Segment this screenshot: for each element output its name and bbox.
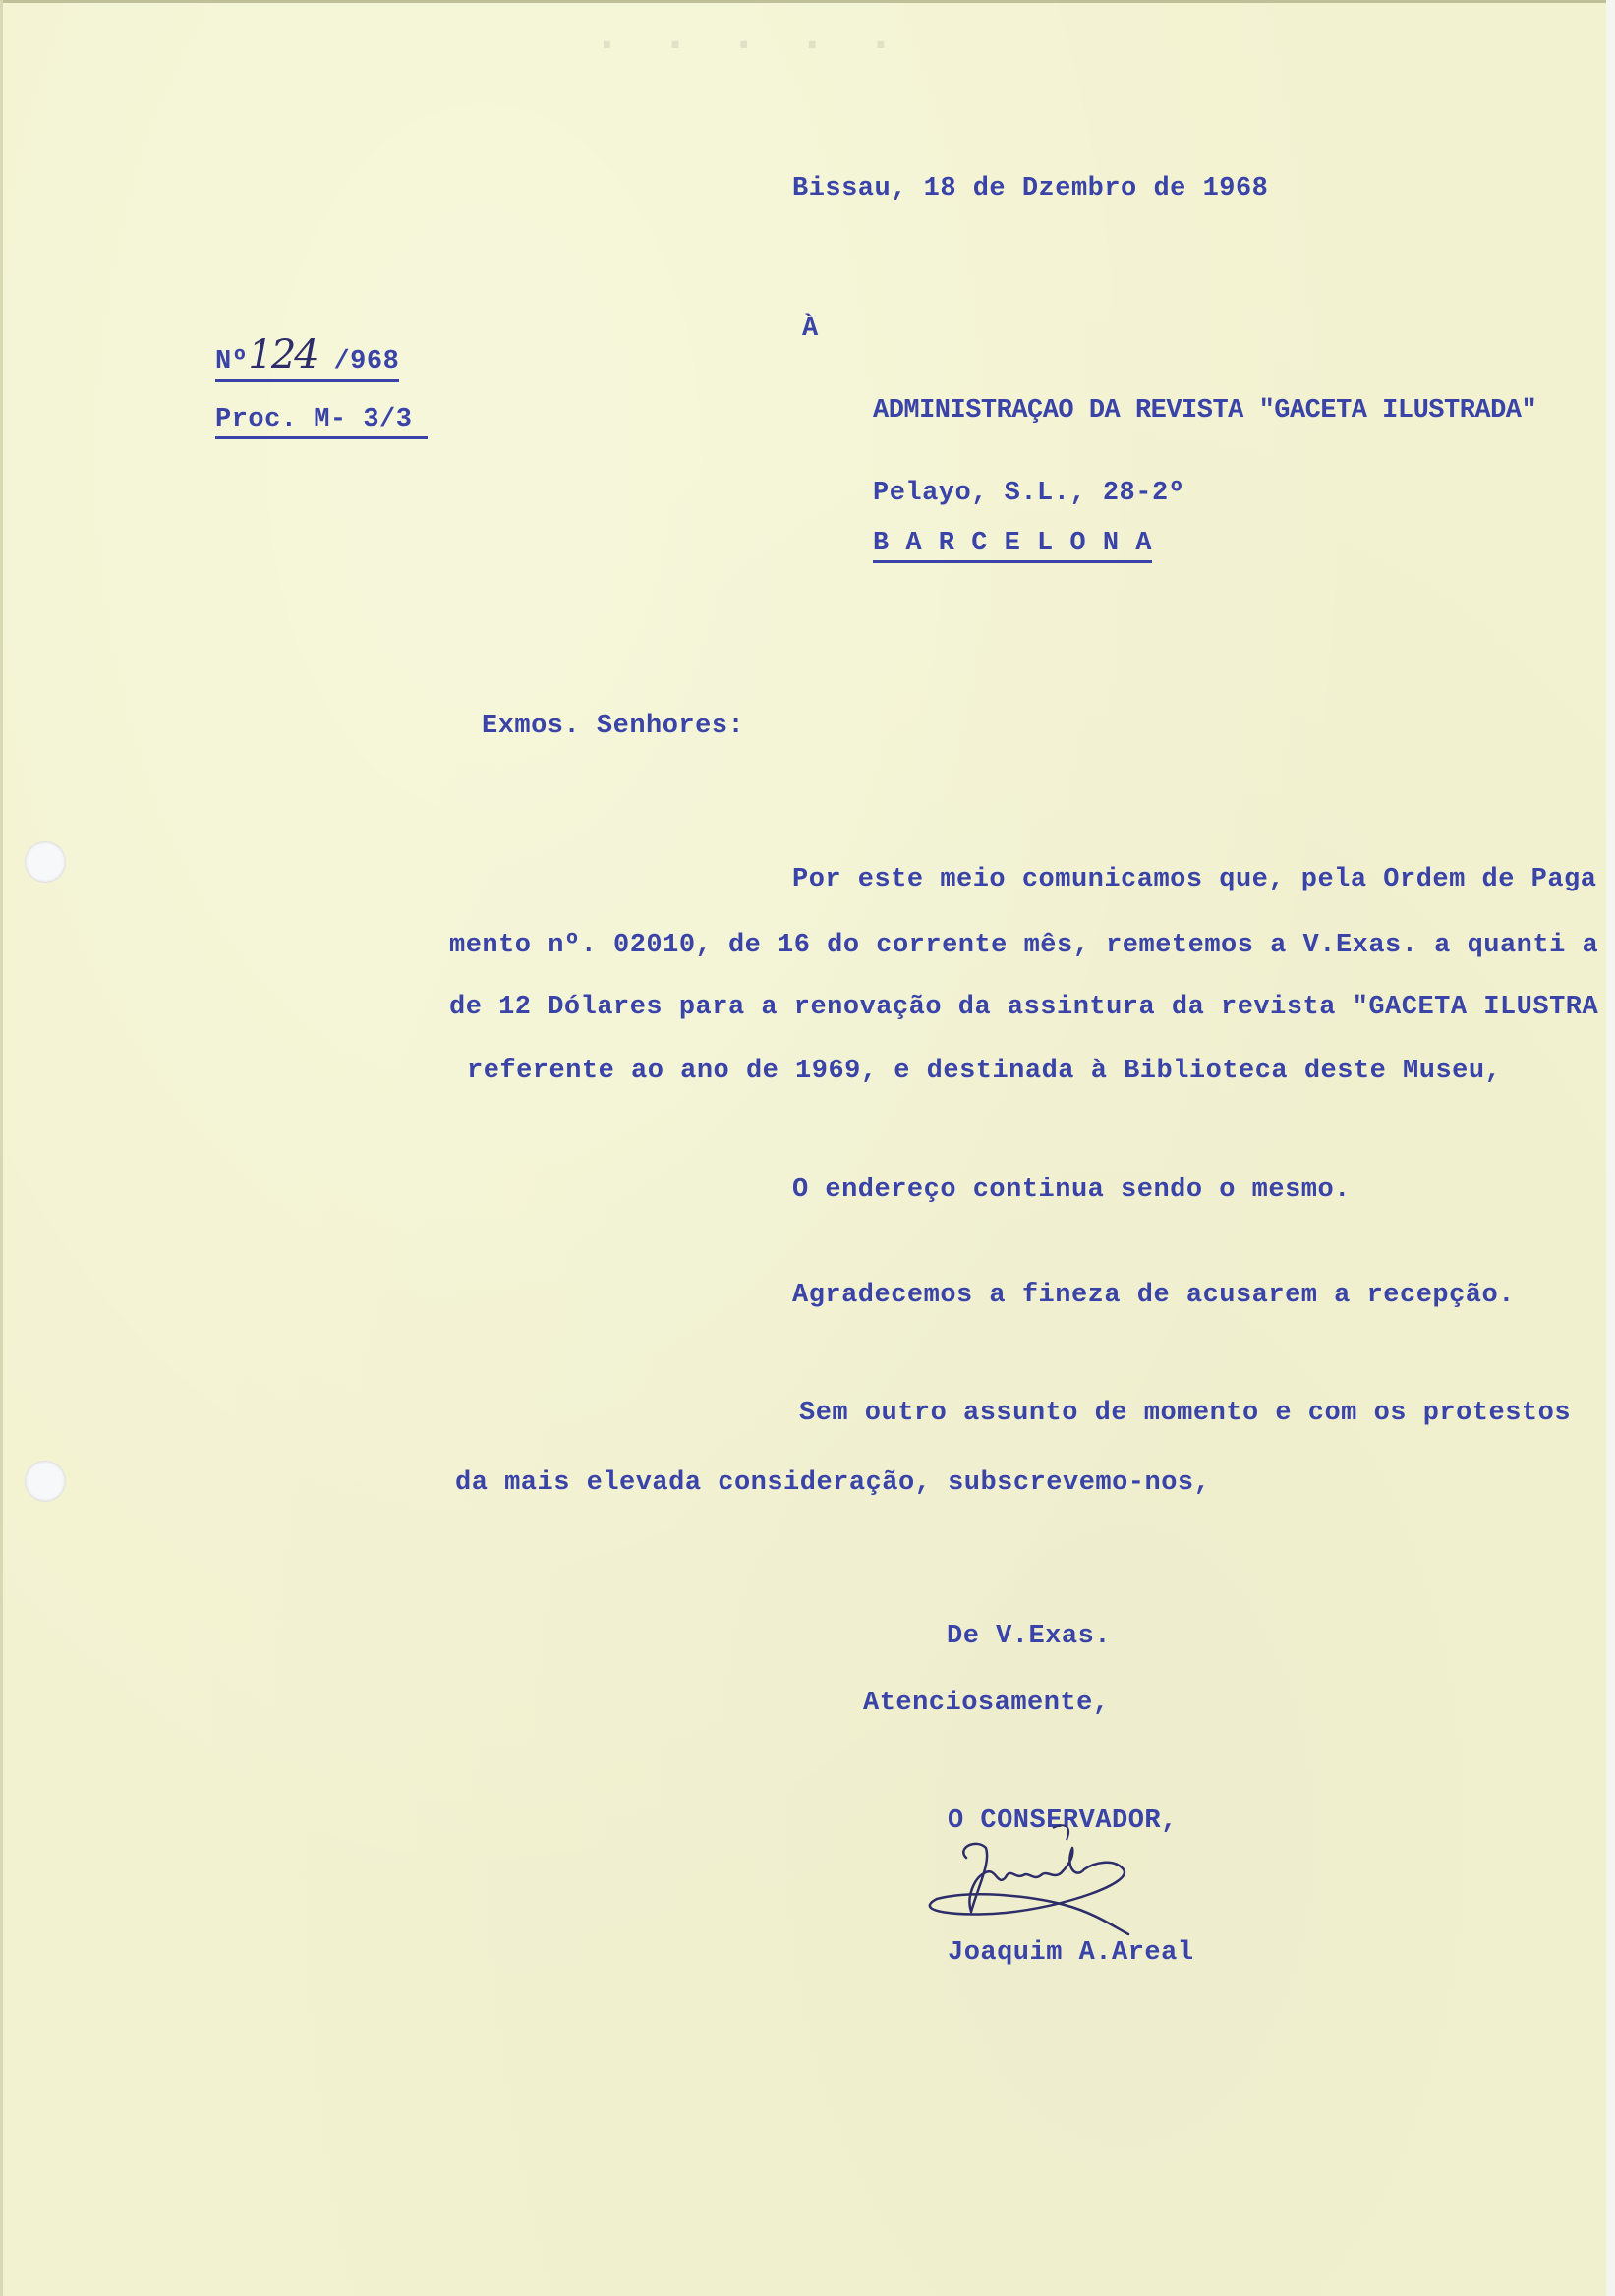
closing-line: De V.Exas. xyxy=(947,1622,1112,1651)
punch-hole-top xyxy=(25,841,66,883)
body-line: O endereço continua sendo o mesmo. xyxy=(792,1176,1351,1205)
salutation: Exmos. Senhores: xyxy=(482,712,745,741)
body-line: mento nº. 02010, de 16 do corrente mês, remetemos a V.Exas. a quanti a xyxy=(449,931,1599,960)
body-line: Agradecemos a fineza de acusarem a recepção. xyxy=(792,1281,1515,1310)
to-marker: À xyxy=(802,315,819,344)
signatory-title: O CONSERVADOR, xyxy=(948,1807,1178,1836)
punch-hole-bottom xyxy=(25,1461,66,1502)
closing-line: Atenciosamente, xyxy=(863,1689,1110,1718)
body-line: Sem outro assunto de momento e com os protestos xyxy=(799,1399,1572,1428)
body-line: da mais elevada consideração, subscrevemo-nos, xyxy=(455,1468,1211,1498)
recipient-address: Pelayo, S.L., 28-2º xyxy=(873,479,1185,508)
body-line: Por este meio comunicamos que, pela Ordem de Paga xyxy=(792,865,1597,894)
signatory-name: Joaquim A.Areal xyxy=(948,1938,1194,1968)
handwritten-number: 124 xyxy=(248,332,317,377)
recipient-city: B A R C E L O N A xyxy=(873,529,1152,563)
reference-number xyxy=(215,332,399,382)
process-reference: Proc. M- 3/3 xyxy=(215,405,428,439)
body-line: referente ao ano de 1969, e destinada à Biblioteca deste Museu, xyxy=(467,1057,1502,1086)
date-line: Bissau, 18 de Dzembro de 1968 xyxy=(792,174,1269,203)
signature xyxy=(917,1818,1232,1946)
reference-number-prefix: Nº xyxy=(215,347,249,376)
bleed-through-text: · · · · · xyxy=(593,20,901,73)
recipient-name: ADMINISTRAÇAO DA REVISTA "GACETA ILUSTRADA" xyxy=(873,396,1537,426)
reference-number-year: /968 xyxy=(317,347,400,376)
body-line: de 12 Dólares para a renovação da assintura da revista "GACETA ILUSTRA xyxy=(449,993,1599,1022)
